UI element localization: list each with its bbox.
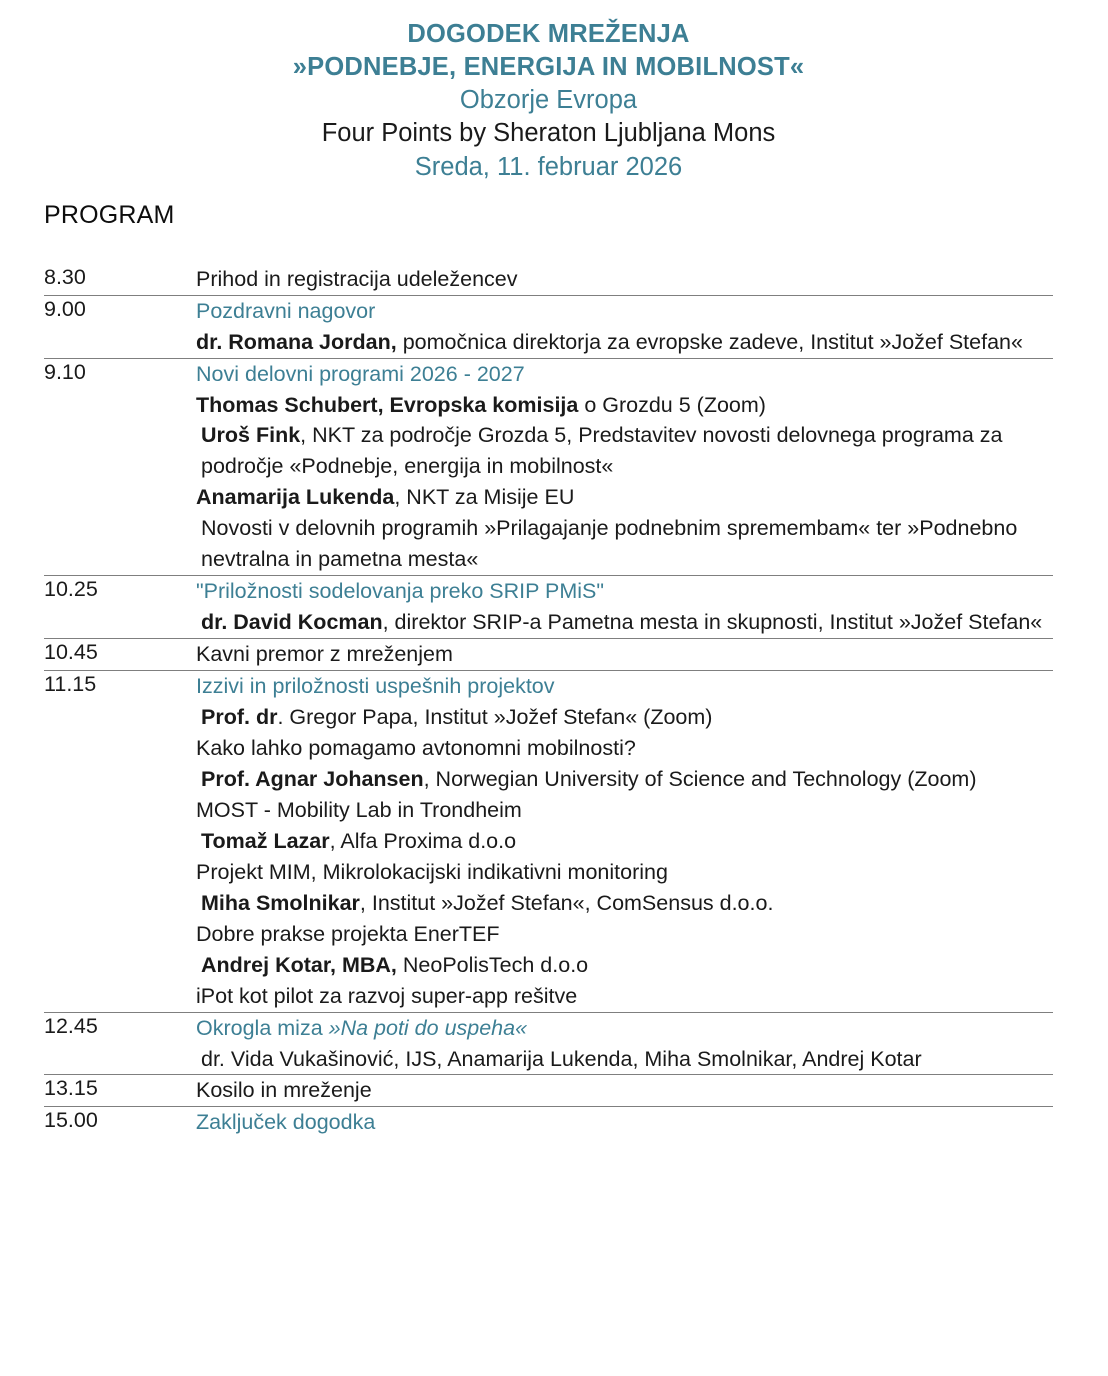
session-title: Kosilo in mreženje bbox=[196, 1078, 372, 1103]
session-detail-line bbox=[196, 888, 1053, 919]
table-row bbox=[44, 295, 1053, 358]
session-description: MOST - Mobility Lab in Trondheim bbox=[196, 797, 522, 822]
speaker-affiliation: NeoPolisTech d.o.o bbox=[396, 952, 589, 977]
row-time: 11.15 bbox=[44, 671, 196, 1012]
row-content bbox=[196, 264, 1053, 295]
schedule-body bbox=[44, 264, 1053, 1139]
row-time: 10.25 bbox=[44, 576, 196, 639]
session-title bbox=[196, 1013, 1053, 1044]
page-title: PROGRAM bbox=[44, 200, 175, 229]
session-detail-line bbox=[196, 1044, 1053, 1075]
session-detail-line bbox=[196, 764, 1053, 795]
document-header bbox=[44, 18, 1053, 184]
speaker-name: Thomas Schubert, Evropska komisija bbox=[196, 392, 579, 417]
session-title-emphasis: »Na poti do uspeha« bbox=[328, 1015, 528, 1040]
speaker-affiliation: , direktor SRIP-a Pametna mesta in skupnosti, Institut »Jožef Stefan« bbox=[382, 610, 1043, 635]
header-title-line2: »PODNEBJE, ENERGIJA IN MOBILNOST« bbox=[292, 53, 805, 82]
row-time: 9.00 bbox=[44, 295, 196, 358]
table-row bbox=[44, 358, 1053, 576]
speaker-affiliation: pomočnica direktorja za evropske zadeve, Institut »Jožef Stefan« bbox=[396, 329, 1023, 354]
table-row bbox=[44, 1107, 1053, 1138]
speaker-name: Anamarija Lukenda bbox=[196, 485, 395, 510]
session-description: iPot kot pilot za razvoj super-app rešitve bbox=[196, 983, 578, 1008]
speaker-name: Andrej Kotar, MBA, bbox=[201, 952, 397, 977]
panelists: dr. Vida Vukašinović, IJS, Anamarija Lukenda, Miha Smolnikar, Andrej Kotar bbox=[201, 1046, 922, 1071]
table-row bbox=[44, 1075, 1053, 1107]
row-time: 13.15 bbox=[44, 1075, 196, 1107]
session-detail-line bbox=[196, 607, 1053, 638]
header-title-line1: DOGODEK MREŽENJA bbox=[407, 20, 690, 48]
session-detail-line bbox=[196, 420, 1053, 482]
speaker-affiliation: , NKT za področje Grozda 5, Predstavitev novosti delovnega programa za področje «Podnebje, energija in mobilnost« bbox=[201, 423, 1003, 479]
speaker-affiliation: o Grozdu 5 (Zoom) bbox=[578, 392, 766, 417]
header-date: Sreda, 11. februar 2026 bbox=[414, 152, 683, 181]
session-title: Kavni premor z mreženjem bbox=[196, 642, 453, 667]
row-time: 15.00 bbox=[44, 1108, 98, 1133]
session-description: Novosti v delovnih programih »Prilagajanje podnebnim spremembam« ter »Podnebno nevtralna in pametna mesta« bbox=[201, 516, 1018, 572]
row-time: 12.45 bbox=[44, 1012, 196, 1075]
speaker-affiliation: , Alfa Proxima d.o.o bbox=[329, 828, 517, 853]
row-content bbox=[196, 576, 1053, 639]
table-row bbox=[44, 671, 1053, 1012]
row-content bbox=[196, 639, 1053, 671]
session-detail-line bbox=[196, 857, 1053, 888]
speaker-name: Prof. Agnar Johansen bbox=[201, 766, 424, 791]
row-time: 10.45 bbox=[44, 639, 196, 671]
speaker-affiliation: , Institut »Jožef Stefan«, ComSensus d.o.o. bbox=[359, 890, 774, 915]
table-row bbox=[44, 576, 1053, 639]
session-detail-line bbox=[196, 482, 1053, 513]
table-row bbox=[44, 639, 1053, 671]
row-content bbox=[196, 358, 1053, 576]
session-detail-line bbox=[196, 327, 1053, 358]
header-subtitle-programme: Obzorje Evropa bbox=[459, 86, 638, 115]
session-title: Prihod in registracija udeležencev bbox=[196, 266, 518, 291]
session-description: Projekt MIM, Mikrolokacijski indikativni monitoring bbox=[196, 859, 668, 884]
speaker-name: dr. David Kocman bbox=[201, 610, 383, 635]
session-title: Novi delovni programi 2026 - 2027 bbox=[196, 361, 525, 386]
schedule-table bbox=[44, 264, 1053, 1139]
row-content bbox=[196, 1012, 1053, 1075]
speaker-name: dr. Romana Jordan, bbox=[196, 329, 397, 354]
session-title: Izzivi in priložnosti uspešnih projektov bbox=[196, 674, 555, 699]
session-title: Pozdravni nagovor bbox=[196, 298, 376, 323]
session-detail-line bbox=[196, 733, 1053, 764]
session-detail-line bbox=[196, 950, 1053, 981]
speaker-affiliation: . Gregor Papa, Institut »Jožef Stefan« (Zoom) bbox=[277, 705, 713, 730]
table-row bbox=[44, 1012, 1053, 1075]
row-time: 8.30 bbox=[44, 264, 196, 295]
row-content bbox=[196, 671, 1053, 1012]
session-title: Zaključek dogodka bbox=[196, 1110, 376, 1135]
table-row bbox=[44, 264, 1053, 295]
session-detail-line bbox=[196, 981, 1053, 1012]
speaker-name: Tomaž Lazar bbox=[201, 828, 330, 853]
session-description: Kako lahko pomagamo avtonomni mobilnosti? bbox=[196, 736, 636, 760]
session-title-text: Okrogla miza bbox=[196, 1015, 329, 1040]
session-detail-line bbox=[196, 795, 1053, 826]
session-detail-line bbox=[196, 390, 1053, 421]
speaker-affiliation: , Norwegian University of Science and Technology (Zoom) bbox=[423, 766, 977, 791]
session-title: "Priložnosti sodelovanja preko SRIP PMiS" bbox=[196, 579, 605, 604]
row-time: 9.10 bbox=[44, 358, 196, 576]
speaker-affiliation: , NKT za Misije EU bbox=[394, 485, 575, 510]
session-detail-line bbox=[196, 919, 1053, 950]
row-content bbox=[196, 295, 1053, 358]
header-venue: Four Points by Sheraton Ljubljana Mons bbox=[321, 119, 776, 148]
session-detail-line bbox=[196, 513, 1053, 575]
row-content bbox=[196, 1075, 1053, 1107]
session-detail-line bbox=[196, 702, 1053, 733]
speaker-name: Prof. dr bbox=[201, 705, 278, 730]
session-detail-line bbox=[196, 826, 1053, 857]
row-content bbox=[196, 1107, 1053, 1138]
speaker-name: Miha Smolnikar bbox=[201, 890, 360, 915]
speaker-name: Uroš Fink bbox=[201, 423, 301, 448]
session-description: Dobre prakse projekta EnerTEF bbox=[196, 921, 500, 946]
